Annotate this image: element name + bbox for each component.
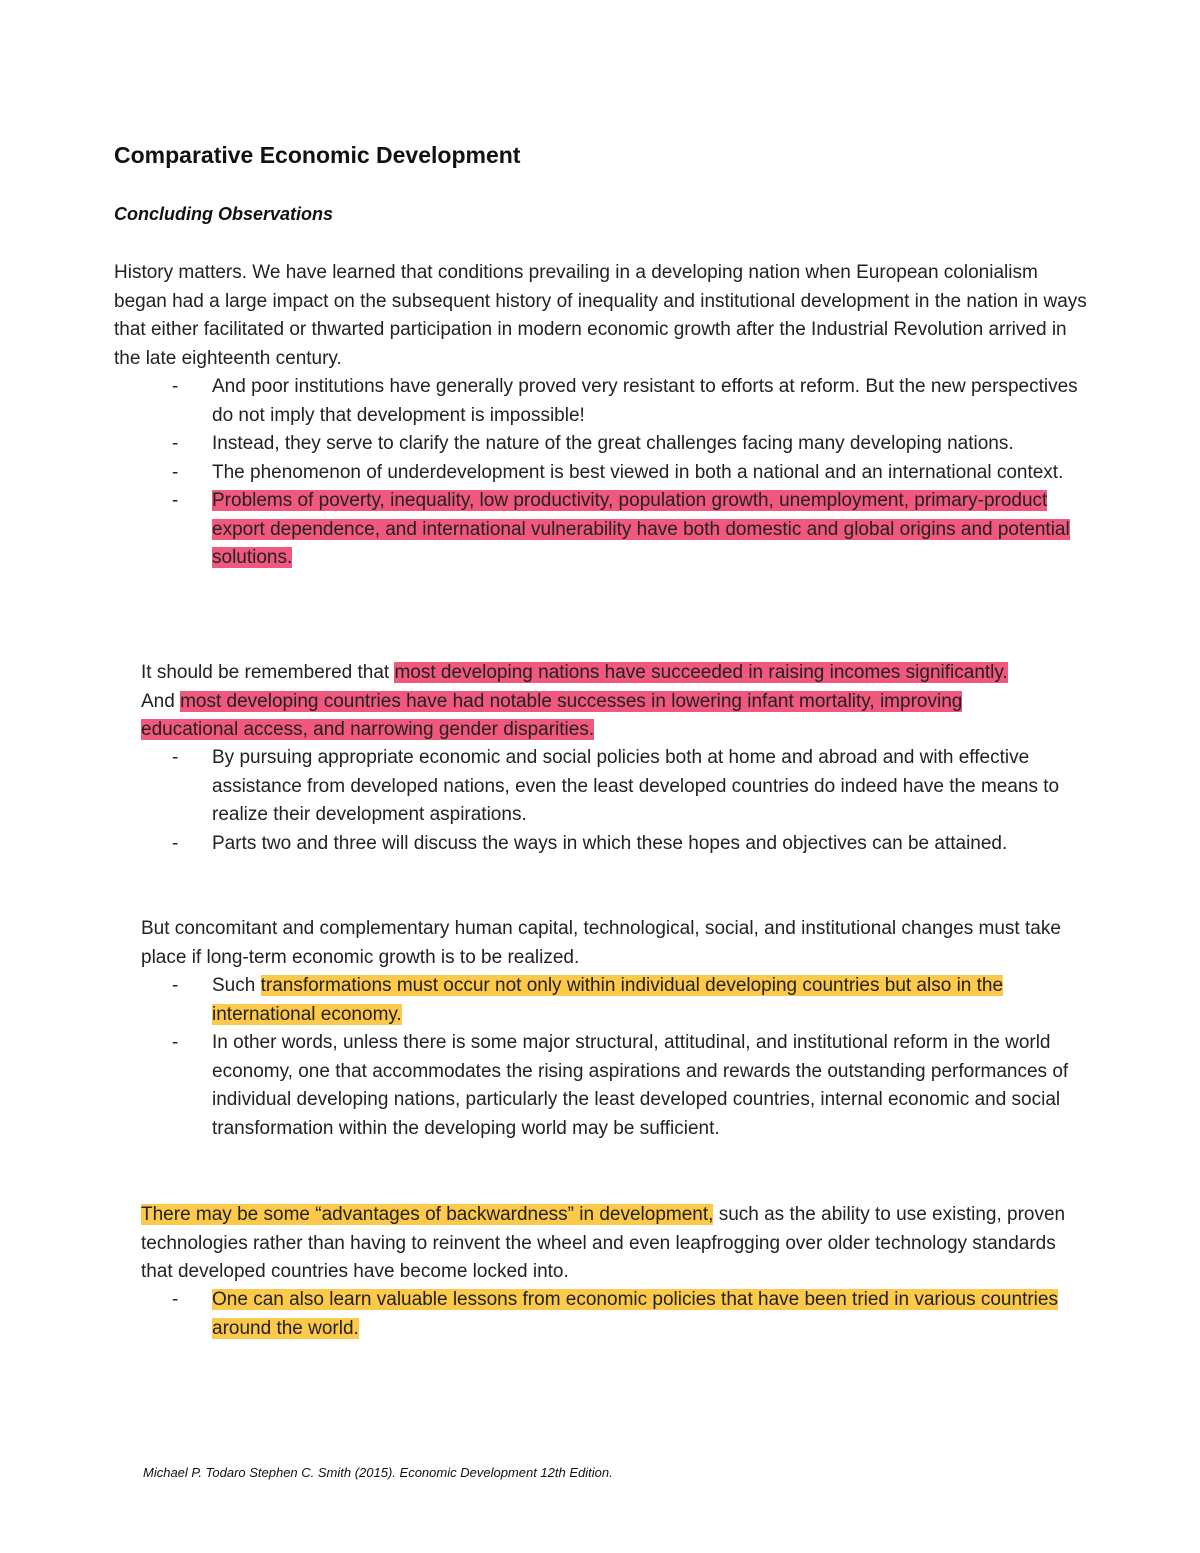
dash-marker: - bbox=[172, 376, 179, 397]
dash-marker: - bbox=[172, 832, 179, 854]
dash-marker: - bbox=[172, 433, 179, 454]
list-item bbox=[160, 487, 1090, 573]
list-item bbox=[160, 1029, 1090, 1143]
list-item-text: By pursuing appropriate economic and social policies both at home and abroad and with effective assistance from developed nations, even the least developed countries do indeed have the means to realize their development aspirations. bbox=[212, 747, 1060, 825]
dash-marker: - bbox=[172, 747, 179, 768]
paragraph-remembered bbox=[141, 659, 1021, 745]
dash-marker: - bbox=[172, 461, 179, 483]
highlighted-text: most developing countries have had notable successes in lowering infant mortality, improving educational access, and narrowing gender disparities. bbox=[141, 690, 963, 740]
dash-marker: - bbox=[172, 1032, 179, 1053]
highlighted-text: One can also learn valuable lessons from economic policies that have been tried in various countries around the world. bbox=[212, 1289, 1058, 1339]
list-item bbox=[160, 744, 1090, 830]
paragraph-history-matters: History matters. We have learned that conditions prevailing in a developing nation when European colonialism began had a large impact on the subsequent history of inequality and institutional development in the nation in ways that either facilitated or thwarted participation in modern economic growth after the Industrial Revolution arrived in the late eighteenth century. bbox=[114, 262, 1087, 369]
paragraph-text: such as the ability to use existing, proven technologies rather than having to reinvent the wheel and even leapfrogging over older technology standards that developed countries have become locked into. bbox=[141, 1204, 1066, 1282]
list-item-text: Parts two and three will discuss the ways in which these hopes and objectives can be attained. bbox=[212, 832, 1008, 854]
dash-marker: - bbox=[172, 975, 179, 996]
paragraph-text: And bbox=[141, 690, 181, 712]
highlighted-text: There may be some “advantages of backwardness” in development, bbox=[141, 1204, 714, 1225]
dash-marker: - bbox=[172, 1289, 179, 1310]
paragraph-backwardness bbox=[141, 1201, 1081, 1287]
bullet-list-4 bbox=[160, 1286, 1090, 1343]
paragraph-concomitant: But concomitant and complementary human capital, technological, social, and institutional changes must take place if long-term economic growth is to be realized. bbox=[141, 918, 1061, 968]
bullet-list-3 bbox=[160, 972, 1090, 1143]
list-item bbox=[160, 830, 1090, 859]
highlighted-text: Problems of poverty, inequality, low productivity, population growth, unemployment, primary-product export dependence, and international vulnerability have both domestic and global origins and potential solutions. bbox=[212, 490, 1070, 568]
list-item-text: Instead, they serve to clarify the nature of the great challenges facing many developing nations. bbox=[212, 433, 1014, 454]
list-item bbox=[160, 373, 1090, 430]
list-item-text: And poor institutions have generally proved very resistant to efforts at reform. But the new perspectives do not imply that development is impossible! bbox=[212, 376, 1078, 426]
list-item bbox=[160, 972, 1090, 1029]
highlighted-text: most developing nations have succeeded in raising incomes significantly. bbox=[394, 662, 1008, 683]
section-subtitle: Concluding Observations bbox=[114, 204, 334, 224]
list-item-text: In other words, unless there is some major structural, attitudinal, and institutional reform in the world economy, one that accommodates the rising aspirations and rewards the outstanding performances of individual developing nations, particularly the least developed countries, internal economic and social transformation within the developing world may be sufficient. bbox=[212, 1032, 1069, 1139]
list-item-text: Such bbox=[212, 975, 261, 996]
list-item bbox=[160, 1286, 1090, 1343]
bullet-list-2 bbox=[160, 744, 1090, 858]
citation-footer: Michael P. Todaro Stephen C. Smith (2015). Economic Development 12th Edition. bbox=[143, 1465, 613, 1480]
list-item-text: The phenomenon of underdevelopment is best viewed in both a national and an international context. bbox=[212, 461, 1064, 483]
highlighted-text: transformations must occur not only within individual developing countries but also in the international economy. bbox=[212, 975, 1004, 1025]
bullet-list-1 bbox=[160, 373, 1090, 573]
page-title: Comparative Economic Development bbox=[114, 142, 521, 168]
dash-marker: - bbox=[172, 490, 179, 511]
list-item bbox=[160, 459, 1090, 488]
list-item bbox=[160, 430, 1090, 459]
paragraph-text: It should be remembered that bbox=[141, 662, 395, 683]
